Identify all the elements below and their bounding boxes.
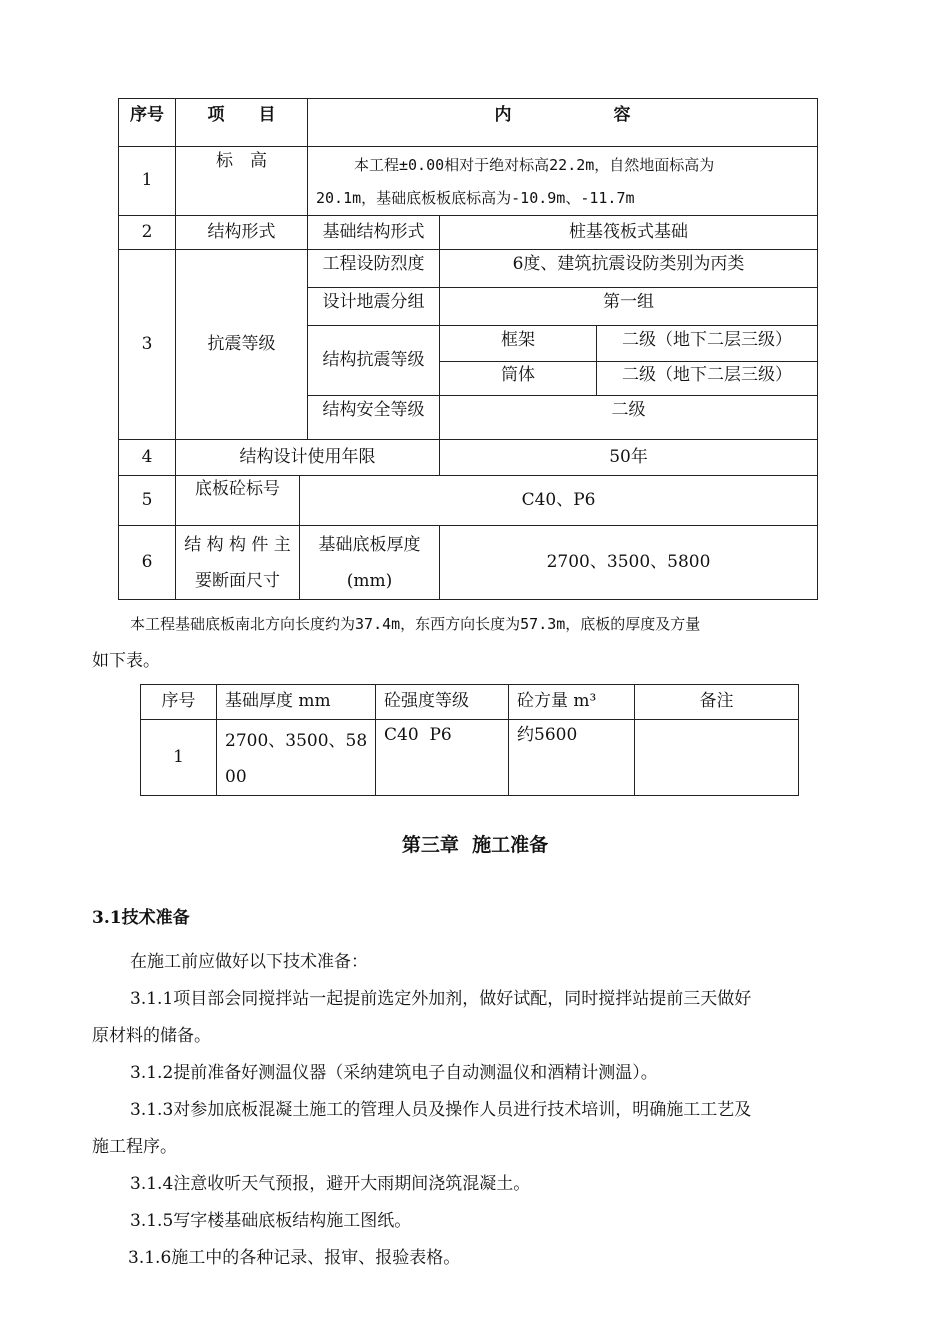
paragraph-dimensions (92, 606, 852, 680)
row3-a-value: 6度、建筑抗震设防类别为丙类 (440, 250, 818, 288)
row1-content (308, 147, 818, 216)
row1-content-line1: 本工程±0.00相对于绝对标高22.2m，自然地面标高为 (354, 156, 715, 174)
row3-a-label: 工程设防烈度 (308, 250, 440, 288)
row3-c2-value: 二级（地下二层三级） (597, 362, 818, 396)
row3-item: 抗震等级 (176, 250, 308, 440)
row2-item: 结构形式 (176, 216, 308, 250)
item-3-1-3-line2: 施工程序。 (92, 1137, 177, 1157)
slab-row-thickness-line1: 2700、3500、58 (225, 731, 368, 751)
row5-item: 底板砼标号 (176, 476, 300, 526)
section-intro: 在施工前应做好以下技术准备： (130, 952, 368, 972)
row2-seq: 2 (119, 216, 176, 250)
row3-c-label: 结构抗震等级 (308, 326, 440, 396)
item-3-1-4: 3.1.4注意收听天气预报，避开大雨期间浇筑混凝土。 (130, 1174, 531, 1194)
header-seq: 序号 (119, 99, 176, 147)
chapter-title: 第三章 施工准备 (401, 834, 549, 856)
row6-sub-line1: 基础底板厚度 (318, 535, 421, 555)
item-3-1-1-line2: 原材料的储备。 (92, 1026, 211, 1046)
section-body (92, 944, 852, 1277)
slab-header-seq: 序号 (141, 685, 217, 720)
row6-seq: 6 (119, 526, 176, 600)
row6-value: 2700、3500、5800 (440, 526, 818, 600)
slab-row-grade: C40 P6 (376, 720, 509, 796)
row6-item (176, 526, 300, 600)
item-3-1-5: 3.1.5写字楼基础底板结构施工图纸。 (130, 1211, 412, 1231)
slab-row-volume: 约5600 (509, 720, 635, 796)
slab-row-thickness (217, 720, 376, 796)
row3-c1-value: 二级（地下二层三级） (597, 326, 818, 362)
header-item: 项 目 (176, 99, 308, 147)
row2-sub: 基础结构形式 (308, 216, 440, 250)
slab-header-note: 备注 (635, 685, 799, 720)
header-content: 内 容 (308, 99, 818, 147)
row4-item: 结构设计使用年限 (176, 440, 440, 476)
item-3-1-3-line1: 3.1.3对参加底板混凝土施工的管理人员及操作人员进行技术培训，明确施工工艺及 (130, 1100, 752, 1120)
row2-value: 桩基筏板式基础 (440, 216, 818, 250)
row1-item: 标 高 (176, 147, 308, 216)
row3-b-label: 设计地震分组 (308, 288, 440, 326)
item-3-1-2: 3.1.2提前准备好测温仪器（采纳建筑电子自动测温仪和酒精计测温）。 (130, 1063, 658, 1083)
row6-sub (300, 526, 440, 600)
row3-d-value: 二级 (440, 396, 818, 440)
row6-item-line2: 要断面尺寸 (195, 571, 280, 591)
slab-header-volume: 砼方量 m³ (509, 685, 635, 720)
slab-row-thickness-line2: 00 (225, 767, 247, 787)
row6-sub-line2: (mm) (346, 571, 393, 591)
slab-row-note (635, 720, 799, 796)
row3-d-label: 结构安全等级 (308, 396, 440, 440)
project-info-table (118, 98, 818, 600)
row1-content-line2: 20.1m，基础底板板底标高为-10.9m、-11.7m (316, 189, 635, 207)
slab-row-seq: 1 (141, 720, 217, 796)
slab-header-thickness: 基础厚度 mm (217, 685, 376, 720)
row3-c2-type: 筒体 (440, 362, 597, 396)
paragraph-line1: 本工程基础底板南北方向长度约为37.4m，东西方向长度为57.3m，底板的厚度及方量 (130, 615, 701, 633)
item-3-1-6: 3.1.6施工中的各种记录、报审、报验表格。 (128, 1248, 461, 1268)
row6-item-line1: 结 构 构 件 主 (184, 535, 291, 555)
slab-header-grade: 砼强度等级 (376, 685, 509, 720)
item-3-1-1-line1: 3.1.1项目部会同搅拌站一起提前选定外加剂，做好试配，同时搅拌站提前三天做好 (130, 989, 752, 1009)
row3-seq: 3 (119, 250, 176, 440)
slab-table (140, 684, 799, 796)
row3-b-value: 第一组 (440, 288, 818, 326)
row1-seq: 1 (119, 147, 176, 216)
section-title: 3.1技术准备 (92, 908, 190, 928)
paragraph-line2: 如下表。 (92, 651, 160, 671)
row5-value: C40、P6 (300, 476, 818, 526)
row3-c1-type: 框架 (440, 326, 597, 362)
row4-seq: 4 (119, 440, 176, 476)
row4-value: 50年 (440, 440, 818, 476)
row5-seq: 5 (119, 476, 176, 526)
